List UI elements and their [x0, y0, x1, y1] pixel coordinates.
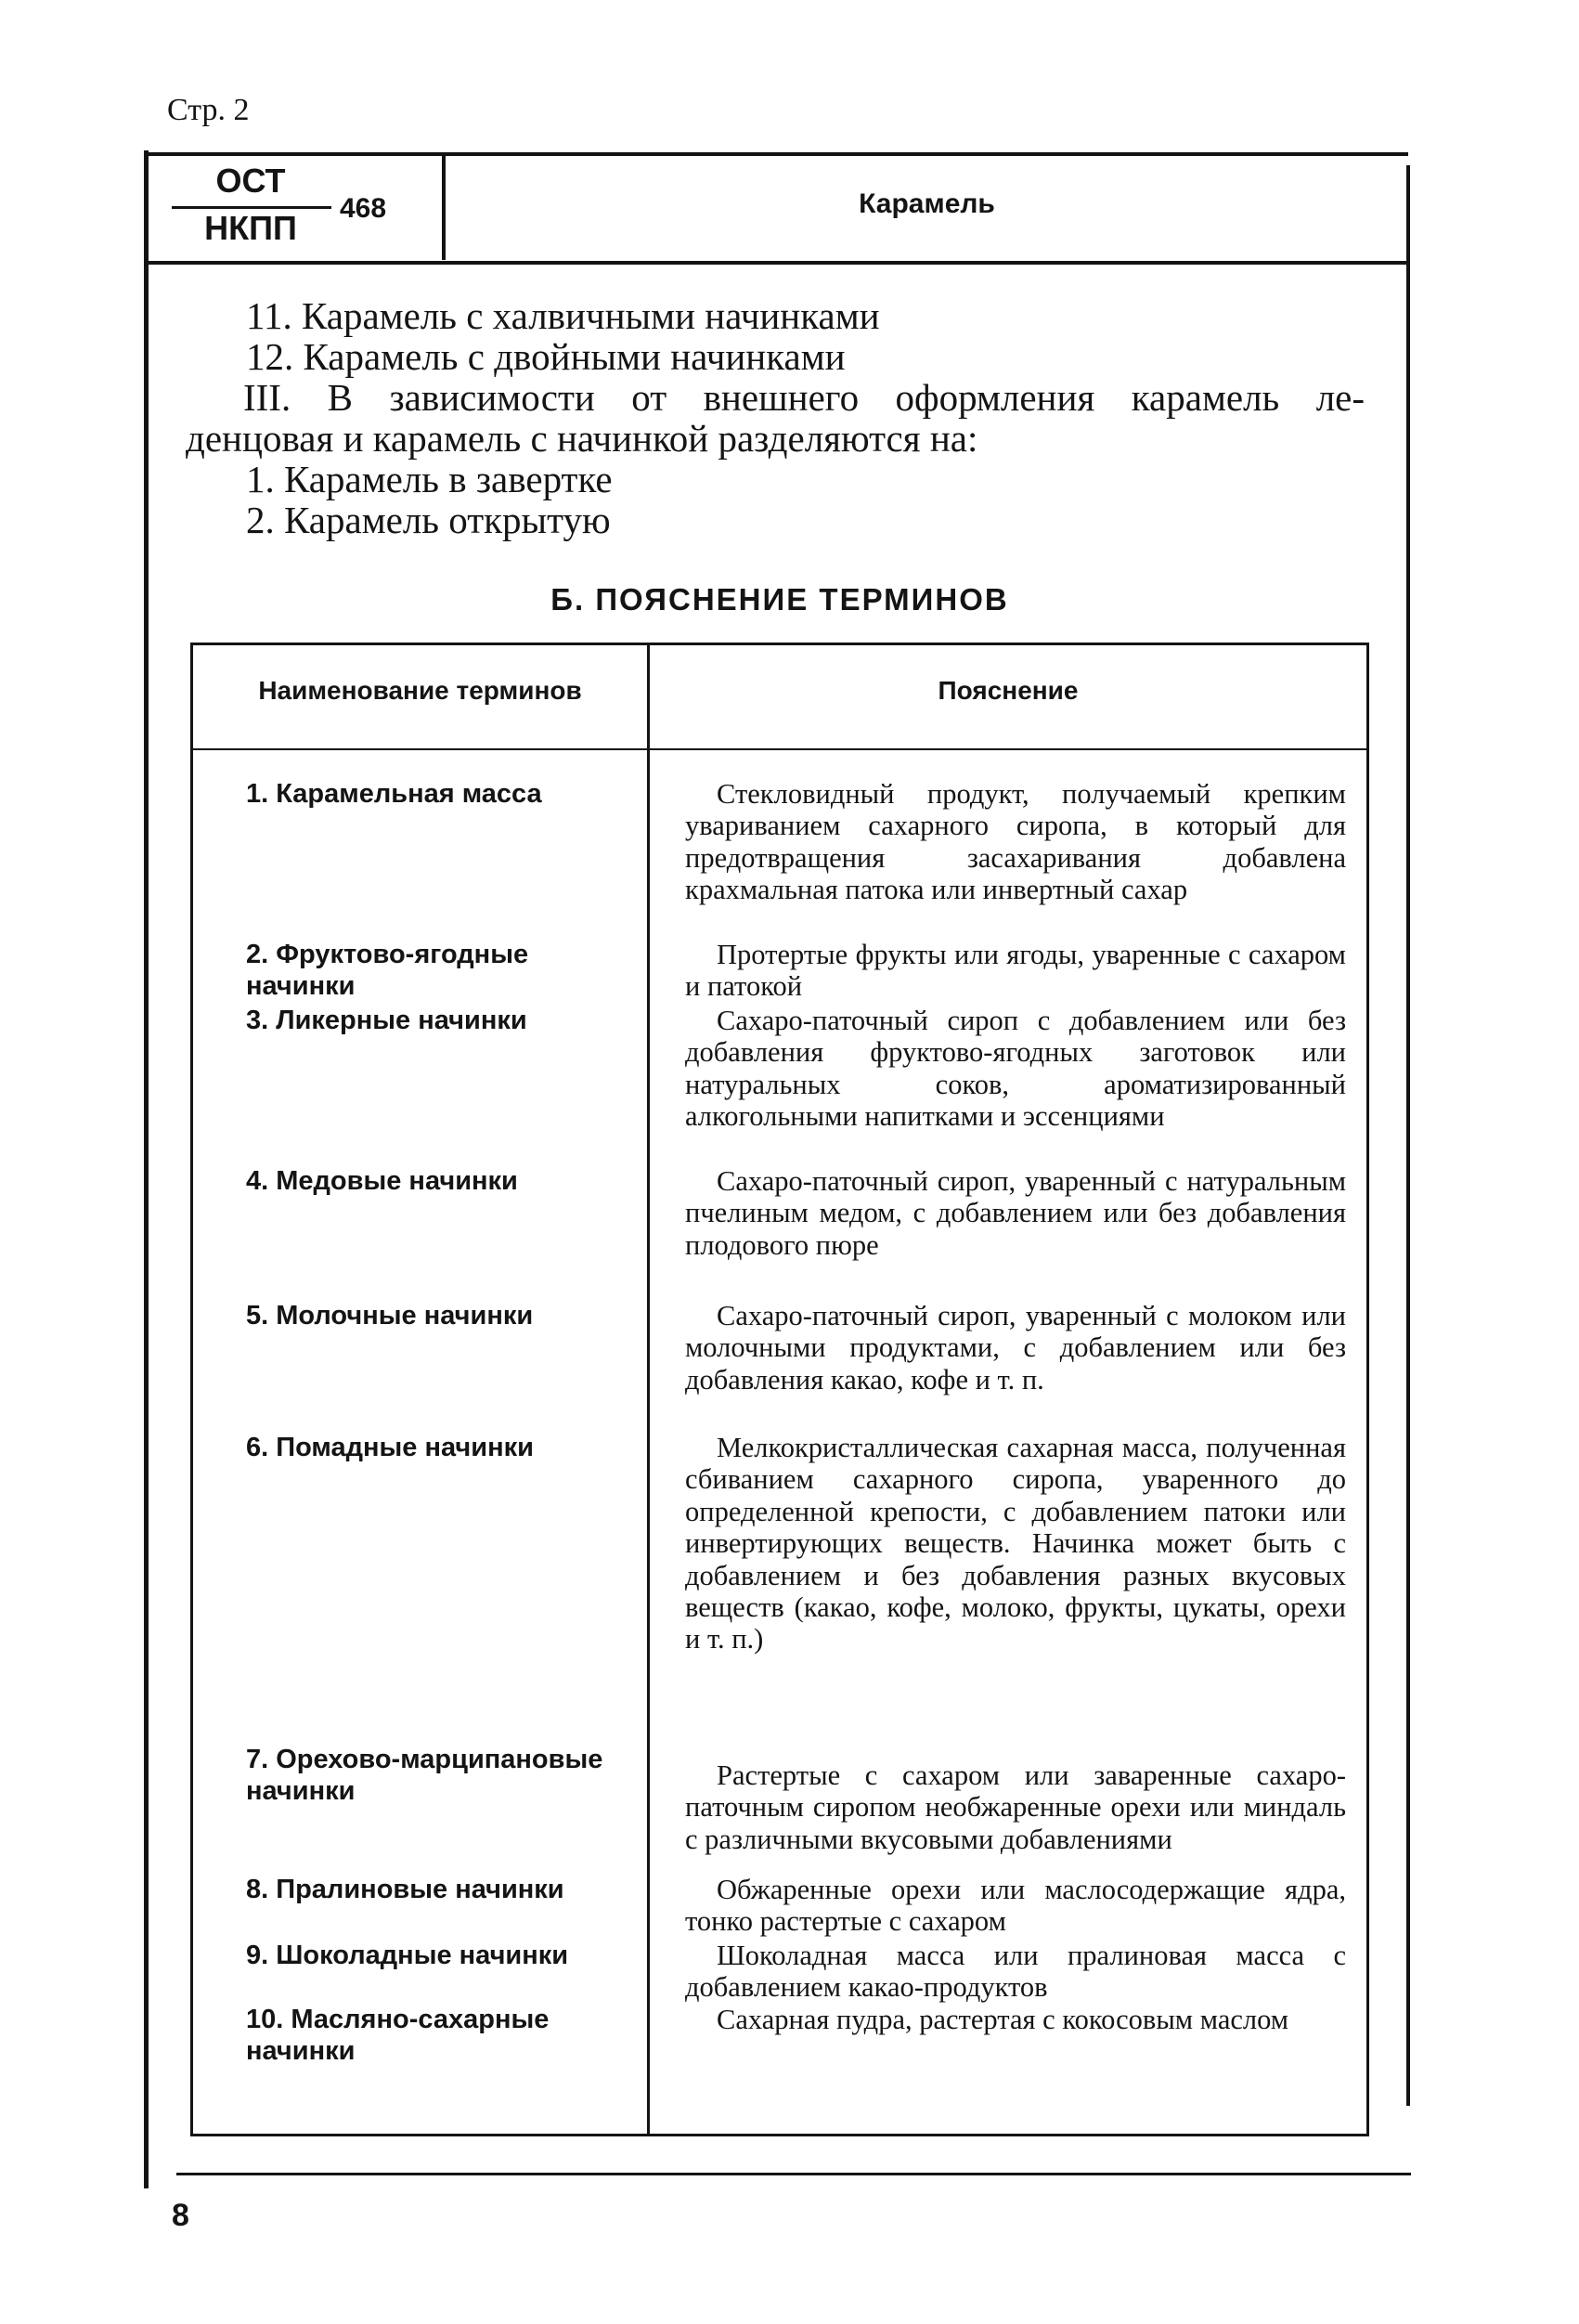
table-bottom-rule: [190, 2134, 1369, 2136]
explanation-cell: Сахаро-паточный сироп, уваренный с молоком или молочными продуктами, с добавлением или без добавления какао, кофе и т. п.: [685, 1300, 1346, 1396]
term-cell: 9. Шоколадные начинки: [246, 1941, 569, 1970]
header-bottom-rule: [149, 261, 1408, 265]
term-cell: 5. Молочные начинки: [246, 1301, 534, 1331]
explanation-cell: Сахаро-паточный сироп с добавлением или без добавления фруктово-ягодных заготовок или натуральных соков, ароматизированный алкогольными напитками и эссенциями: [685, 1005, 1346, 1133]
intro-sub-1: 1. Карамель в завертке: [246, 458, 613, 500]
table-right-rule: [1366, 643, 1369, 2136]
standard-number: 468: [340, 193, 387, 224]
intro-sub-2: 2. Карамель открытую: [246, 499, 611, 541]
document-title: Карамель: [859, 188, 995, 219]
table-left-rule: [190, 643, 193, 2136]
header-top-rule: [149, 152, 1408, 156]
term-cell: 2. Фруктово-ягодные начинки: [246, 940, 529, 1001]
term-cell: 10. Масляно-сахарные начинки: [246, 2005, 550, 2066]
explanation-cell: Растертые с сахаром или заваренные сахаро-паточным сиропом необжаренные орехи или миндаль с различными вкусовыми добавлениями: [685, 1759, 1346, 1855]
column-header-term: Наименование терминов: [258, 676, 582, 705]
term-cell: 1. Карамельная масса: [246, 779, 542, 809]
term-cell: 7. Орехово-марципановые начинки: [246, 1745, 603, 1806]
explanation-cell: Сахаро-паточный сироп, уваренный с натуральным пчелиным медом, с добавлением или без добавления плодового пюре: [685, 1165, 1346, 1261]
frame-right-border: [1406, 165, 1410, 2106]
table-top-rule: [190, 643, 1369, 645]
explanation-cell: Шоколадная масса или пралиновая масса с добавлением какао-продуктов: [685, 1940, 1346, 2004]
column-header-explanation: Пояснение: [938, 676, 1079, 705]
explanation-cell: Сахарная пудра, растертая с кокосовым маслом: [717, 2004, 1289, 2035]
explanation-cell: Протертые фрукты или ягоды, уваренные с сахаром и патокой: [685, 939, 1346, 1003]
term-cell: 6. Помадные начинки: [246, 1433, 534, 1462]
intro-para-iii-line1: III. В зависимости от внешнего оформления карамель ле-: [243, 376, 1365, 419]
intro-item-12: 12. Карамель с двойными начинками: [246, 335, 846, 378]
intro-item-11: 11. Карамель с халвичными начинками: [246, 294, 880, 337]
term-cell: 4. Медовые начинки: [246, 1166, 518, 1196]
standard-code-bottom: НКПП: [204, 209, 297, 247]
intro-text: [186, 295, 1374, 540]
standard-code-top: ОСТ: [215, 162, 286, 200]
frame-bottom-rule: [176, 2173, 1411, 2175]
page-label: Стр. 2: [167, 93, 250, 127]
explanation-cell: Обжаренные орехи или маслосодержащие ядра, тонко растертые с сахаром: [685, 1874, 1346, 1938]
section-title: Б. ПОЯСНЕНИЕ ТЕРМИНОВ: [550, 582, 1009, 617]
frame-left-border: [144, 150, 149, 2188]
table-header-rule: [190, 748, 1369, 750]
term-cell: 8. Пралиновые начинки: [246, 1875, 564, 1904]
intro-para-iii-line2: денцовая и карамель с начинкой разделяются на:: [186, 417, 978, 460]
term-cell: 3. Ликерные начинки: [246, 1006, 527, 1035]
table-middle-rule: [647, 643, 650, 2136]
page-number: 8: [172, 2198, 189, 2233]
explanation-cell: Стекловидный продукт, получаемый крепким увариванием сахарного сиропа, в который для предотвращения засахаривания добавлена крахмальная патока или инвертный сахар: [685, 778, 1346, 906]
explanation-cell: Мелкокристаллическая сахарная масса, полученная сбиванием сахарного сиропа, уваренного до определенной крепости, с добавлением патоки или инвертирующих веществ. Начинка может быть с добавлением и без добавления разных вкусовых веществ (какао, кофе, молоко, фрукты, цукаты, орехи и т. п.): [685, 1432, 1346, 1655]
